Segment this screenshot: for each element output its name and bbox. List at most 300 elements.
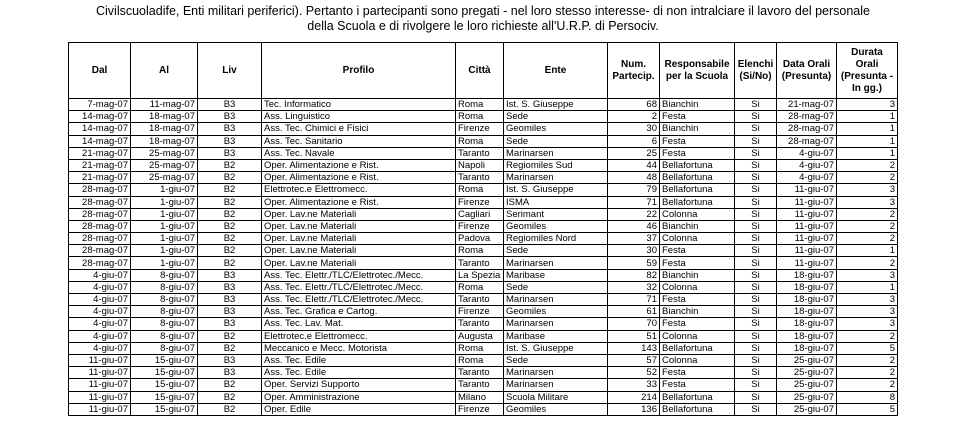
- cell-num-partecip: 30: [608, 123, 660, 135]
- cell-dal: 11-giu-07: [69, 367, 131, 379]
- cell-responsabile: Bellafortuna: [660, 391, 735, 403]
- cell-liv: B2: [198, 330, 262, 342]
- cell-ente: Marinarsen: [504, 172, 608, 184]
- cell-data-orali: 18-giu-07: [777, 281, 837, 293]
- table-row: [69, 220, 898, 232]
- header-elenchi: Elenchi (Si/No): [735, 43, 777, 99]
- cell-durata-orali: 3: [837, 196, 898, 208]
- cell-num-partecip: 61: [608, 306, 660, 318]
- table-row: [69, 99, 898, 111]
- cell-profilo: Oper. Lav.ne Materiali: [262, 233, 456, 245]
- cell-num-partecip: 59: [608, 257, 660, 269]
- table-row: [69, 306, 898, 318]
- cell-al: 11-mag-07: [131, 99, 198, 111]
- cell-profilo: Oper. Lav.ne Materiali: [262, 257, 456, 269]
- cell-num-partecip: 25: [608, 147, 660, 159]
- cell-liv: B2: [198, 208, 262, 220]
- cell-data-orali: 18-giu-07: [777, 306, 837, 318]
- cell-durata-orali: 3: [837, 294, 898, 306]
- intro-line-2: della Scuola e di rivolgere le loro richieste all'U.R.P. di Persociv.: [307, 19, 659, 33]
- cell-profilo: Oper. Alimentazione e Rist.: [262, 159, 456, 171]
- cell-durata-orali: 2: [837, 367, 898, 379]
- cell-durata-orali: 2: [837, 330, 898, 342]
- cell-citta: Firenze: [456, 220, 504, 232]
- cell-profilo: Tec. Informatico: [262, 99, 456, 111]
- cell-liv: B2: [198, 172, 262, 184]
- cell-dal: 14-mag-07: [69, 111, 131, 123]
- cell-citta: Taranto: [456, 367, 504, 379]
- table-row: [69, 123, 898, 135]
- cell-liv: B3: [198, 111, 262, 123]
- cell-responsabile: Bellafortuna: [660, 342, 735, 354]
- cell-dal: 4-giu-07: [69, 269, 131, 281]
- cell-al: 25-mag-07: [131, 159, 198, 171]
- cell-durata-orali: 3: [837, 99, 898, 111]
- cell-elenchi: Si: [735, 403, 777, 415]
- cell-elenchi: Si: [735, 318, 777, 330]
- cell-elenchi: Si: [735, 330, 777, 342]
- cell-dal: 14-mag-07: [69, 135, 131, 147]
- cell-durata-orali: 3: [837, 184, 898, 196]
- cell-data-orali: 28-mag-07: [777, 135, 837, 147]
- cell-liv: B3: [198, 294, 262, 306]
- cell-num-partecip: 2: [608, 111, 660, 123]
- header-liv: Liv: [198, 43, 262, 99]
- header-num-partecip: Num. Partecip.: [608, 43, 660, 99]
- cell-ente: Serimant: [504, 208, 608, 220]
- cell-durata-orali: 2: [837, 233, 898, 245]
- table-row: [69, 403, 898, 415]
- cell-al: 18-mag-07: [131, 111, 198, 123]
- intro-text: [0, 4, 966, 34]
- cell-durata-orali: 1: [837, 135, 898, 147]
- cell-responsabile: Colonna: [660, 233, 735, 245]
- cell-al: 8-giu-07: [131, 330, 198, 342]
- cell-ente: Maribase: [504, 330, 608, 342]
- cell-ente: Sede: [504, 354, 608, 366]
- cell-elenchi: Si: [735, 159, 777, 171]
- cell-dal: 28-mag-07: [69, 257, 131, 269]
- cell-profilo: Ass. Tec. Navale: [262, 147, 456, 159]
- cell-al: 15-giu-07: [131, 379, 198, 391]
- cell-durata-orali: 5: [837, 403, 898, 415]
- table-row: [69, 172, 898, 184]
- cell-data-orali: 18-giu-07: [777, 330, 837, 342]
- cell-al: 15-giu-07: [131, 354, 198, 366]
- cell-durata-orali: 8: [837, 391, 898, 403]
- cell-ente: Regiomiles Sud: [504, 159, 608, 171]
- table-row: [69, 367, 898, 379]
- cell-al: 15-giu-07: [131, 403, 198, 415]
- cell-responsabile: Festa: [660, 245, 735, 257]
- cell-liv: B3: [198, 367, 262, 379]
- cell-citta: Roma: [456, 342, 504, 354]
- cell-elenchi: Si: [735, 184, 777, 196]
- intro-line-1: Civilscuoladife, Enti militari periferici). Pertanto i partecipanti sono pregati - nel loro stesso interesse- di non intralciare il lavoro del personale: [96, 4, 870, 18]
- cell-responsabile: Colonna: [660, 208, 735, 220]
- cell-citta: Roma: [456, 111, 504, 123]
- cell-durata-orali: 1: [837, 281, 898, 293]
- cell-citta: Taranto: [456, 147, 504, 159]
- cell-profilo: Ass. Tec. Sanitario: [262, 135, 456, 147]
- cell-elenchi: Si: [735, 281, 777, 293]
- cell-ente: Sede: [504, 135, 608, 147]
- cell-al: 1-giu-07: [131, 220, 198, 232]
- cell-data-orali: 18-giu-07: [777, 318, 837, 330]
- cell-data-orali: 11-giu-07: [777, 184, 837, 196]
- cell-data-orali: 11-giu-07: [777, 196, 837, 208]
- cell-num-partecip: 44: [608, 159, 660, 171]
- cell-num-partecip: 32: [608, 281, 660, 293]
- cell-ente: Geomiles: [504, 123, 608, 135]
- cell-profilo: Oper. Lav.ne Materiali: [262, 245, 456, 257]
- cell-liv: B2: [198, 379, 262, 391]
- cell-citta: Roma: [456, 354, 504, 366]
- cell-responsabile: Festa: [660, 318, 735, 330]
- table-row: [69, 257, 898, 269]
- cell-dal: 28-mag-07: [69, 220, 131, 232]
- cell-elenchi: Si: [735, 342, 777, 354]
- cell-liv: B3: [198, 135, 262, 147]
- header-dal: Dal: [69, 43, 131, 99]
- cell-al: 18-mag-07: [131, 123, 198, 135]
- cell-profilo: Oper. Lav.ne Materiali: [262, 220, 456, 232]
- header-data-orali: Data Orali (Presunta): [777, 43, 837, 99]
- cell-num-partecip: 48: [608, 172, 660, 184]
- cell-num-partecip: 37: [608, 233, 660, 245]
- table-row: [69, 135, 898, 147]
- cell-responsabile: Colonna: [660, 330, 735, 342]
- cell-al: 8-giu-07: [131, 318, 198, 330]
- cell-profilo: Oper. Alimentazione e Rist.: [262, 196, 456, 208]
- cell-num-partecip: 6: [608, 135, 660, 147]
- cell-elenchi: Si: [735, 196, 777, 208]
- cell-durata-orali: 1: [837, 123, 898, 135]
- cell-dal: 11-giu-07: [69, 379, 131, 391]
- cell-al: 1-giu-07: [131, 196, 198, 208]
- cell-num-partecip: 143: [608, 342, 660, 354]
- cell-citta: Roma: [456, 281, 504, 293]
- cell-ente: ISMA: [504, 196, 608, 208]
- cell-citta: Taranto: [456, 257, 504, 269]
- cell-ente: Geomiles: [504, 306, 608, 318]
- cell-data-orali: 25-giu-07: [777, 354, 837, 366]
- cell-num-partecip: 70: [608, 318, 660, 330]
- cell-durata-orali: 2: [837, 159, 898, 171]
- cell-dal: 4-giu-07: [69, 294, 131, 306]
- cell-elenchi: Si: [735, 257, 777, 269]
- cell-elenchi: Si: [735, 220, 777, 232]
- cell-dal: 11-giu-07: [69, 354, 131, 366]
- cell-al: 1-giu-07: [131, 184, 198, 196]
- cell-profilo: Oper. Servizi Supporto: [262, 379, 456, 391]
- cell-responsabile: Bianchin: [660, 269, 735, 281]
- cell-num-partecip: 71: [608, 196, 660, 208]
- table-row: [69, 147, 898, 159]
- cell-al: 15-giu-07: [131, 391, 198, 403]
- cell-citta: Napoli: [456, 159, 504, 171]
- cell-data-orali: 4-giu-07: [777, 147, 837, 159]
- cell-citta: Firenze: [456, 196, 504, 208]
- cell-citta: Cagliari: [456, 208, 504, 220]
- cell-liv: B2: [198, 391, 262, 403]
- cell-al: 1-giu-07: [131, 233, 198, 245]
- cell-dal: 7-mag-07: [69, 99, 131, 111]
- cell-responsabile: Festa: [660, 379, 735, 391]
- cell-data-orali: 25-giu-07: [777, 367, 837, 379]
- cell-liv: B2: [198, 184, 262, 196]
- cell-profilo: Elettrotec.e Elettromecc.: [262, 184, 456, 196]
- cell-data-orali: 21-mag-07: [777, 99, 837, 111]
- cell-ente: Marinarsen: [504, 367, 608, 379]
- cell-liv: B2: [198, 342, 262, 354]
- cell-durata-orali: 2: [837, 220, 898, 232]
- cell-num-partecip: 22: [608, 208, 660, 220]
- cell-ente: Marinarsen: [504, 379, 608, 391]
- cell-elenchi: Si: [735, 367, 777, 379]
- cell-durata-orali: 5: [837, 342, 898, 354]
- cell-ente: Ist. S. Giuseppe: [504, 342, 608, 354]
- header-profilo: Profilo: [262, 43, 456, 99]
- cell-ente: Geomiles: [504, 403, 608, 415]
- table-body: [69, 99, 898, 416]
- table-row: [69, 281, 898, 293]
- cell-durata-orali: 3: [837, 269, 898, 281]
- cell-elenchi: Si: [735, 354, 777, 366]
- cell-profilo: Ass. Tec. Grafica e Cartog.: [262, 306, 456, 318]
- cell-dal: 28-mag-07: [69, 196, 131, 208]
- cell-durata-orali: 1: [837, 245, 898, 257]
- cell-dal: 21-mag-07: [69, 147, 131, 159]
- cell-profilo: Ass. Tec. Edile: [262, 367, 456, 379]
- cell-responsabile: Bellafortuna: [660, 403, 735, 415]
- cell-data-orali: 28-mag-07: [777, 111, 837, 123]
- cell-num-partecip: 136: [608, 403, 660, 415]
- cell-al: 25-mag-07: [131, 147, 198, 159]
- cell-profilo: Oper. Lav.ne Materiali: [262, 208, 456, 220]
- cell-durata-orali: 3: [837, 306, 898, 318]
- cell-al: 1-giu-07: [131, 245, 198, 257]
- table-row: [69, 269, 898, 281]
- cell-responsabile: Bellafortuna: [660, 159, 735, 171]
- cell-citta: Firenze: [456, 123, 504, 135]
- cell-num-partecip: 82: [608, 269, 660, 281]
- cell-al: 8-giu-07: [131, 342, 198, 354]
- cell-elenchi: Si: [735, 379, 777, 391]
- cell-responsabile: Colonna: [660, 354, 735, 366]
- cell-citta: Milano: [456, 391, 504, 403]
- table-header-row: [69, 43, 898, 99]
- cell-liv: B2: [198, 257, 262, 269]
- cell-data-orali: 11-giu-07: [777, 245, 837, 257]
- cell-data-orali: 4-giu-07: [777, 159, 837, 171]
- table-row: [69, 354, 898, 366]
- cell-elenchi: Si: [735, 245, 777, 257]
- cell-al: 8-giu-07: [131, 281, 198, 293]
- cell-ente: Ist. S. Giuseppe: [504, 99, 608, 111]
- cell-num-partecip: 46: [608, 220, 660, 232]
- table-row: [69, 294, 898, 306]
- schedule-table: [68, 42, 898, 416]
- cell-al: 8-giu-07: [131, 269, 198, 281]
- cell-liv: B3: [198, 147, 262, 159]
- cell-responsabile: Bianchin: [660, 306, 735, 318]
- cell-data-orali: 11-giu-07: [777, 257, 837, 269]
- cell-profilo: Oper. Alimentazione e Rist.: [262, 172, 456, 184]
- cell-responsabile: Colonna: [660, 281, 735, 293]
- cell-responsabile: Festa: [660, 147, 735, 159]
- cell-profilo: Ass. Tec. Edile: [262, 354, 456, 366]
- cell-durata-orali: 2: [837, 257, 898, 269]
- cell-elenchi: Si: [735, 172, 777, 184]
- cell-dal: 4-giu-07: [69, 342, 131, 354]
- cell-citta: Taranto: [456, 294, 504, 306]
- cell-responsabile: Bianchin: [660, 123, 735, 135]
- cell-al: 15-giu-07: [131, 367, 198, 379]
- table-row: [69, 318, 898, 330]
- cell-liv: B3: [198, 269, 262, 281]
- cell-al: 1-giu-07: [131, 257, 198, 269]
- cell-num-partecip: 57: [608, 354, 660, 366]
- cell-liv: B3: [198, 123, 262, 135]
- cell-ente: Maribase: [504, 269, 608, 281]
- cell-liv: B2: [198, 233, 262, 245]
- cell-durata-orali: 1: [837, 147, 898, 159]
- cell-profilo: Ass. Tec. Lav. Mat.: [262, 318, 456, 330]
- cell-durata-orali: 2: [837, 208, 898, 220]
- cell-profilo: Elettrotec.e Elettromecc.: [262, 330, 456, 342]
- cell-elenchi: Si: [735, 147, 777, 159]
- cell-dal: 4-giu-07: [69, 318, 131, 330]
- cell-citta: Taranto: [456, 172, 504, 184]
- header-al: Al: [131, 43, 198, 99]
- cell-num-partecip: 214: [608, 391, 660, 403]
- cell-ente: Marinarsen: [504, 294, 608, 306]
- cell-durata-orali: 2: [837, 379, 898, 391]
- table-row: [69, 208, 898, 220]
- cell-num-partecip: 79: [608, 184, 660, 196]
- cell-elenchi: Si: [735, 391, 777, 403]
- cell-liv: B3: [198, 306, 262, 318]
- cell-responsabile: Festa: [660, 367, 735, 379]
- cell-citta: Firenze: [456, 306, 504, 318]
- cell-dal: 11-giu-07: [69, 391, 131, 403]
- table-row: [69, 391, 898, 403]
- cell-dal: 4-giu-07: [69, 281, 131, 293]
- cell-liv: B2: [198, 220, 262, 232]
- header-citta: Città: [456, 43, 504, 99]
- cell-elenchi: Si: [735, 99, 777, 111]
- cell-citta: Roma: [456, 135, 504, 147]
- cell-elenchi: Si: [735, 135, 777, 147]
- cell-dal: 28-mag-07: [69, 233, 131, 245]
- cell-ente: Scuola Militare: [504, 391, 608, 403]
- cell-al: 8-giu-07: [131, 294, 198, 306]
- cell-responsabile: Festa: [660, 111, 735, 123]
- table-row: [69, 379, 898, 391]
- cell-ente: Sede: [504, 245, 608, 257]
- cell-dal: 21-mag-07: [69, 172, 131, 184]
- table-row: [69, 196, 898, 208]
- cell-durata-orali: 2: [837, 354, 898, 366]
- cell-data-orali: 4-giu-07: [777, 172, 837, 184]
- cell-ente: Geomiles: [504, 220, 608, 232]
- cell-num-partecip: 30: [608, 245, 660, 257]
- table-row: [69, 159, 898, 171]
- header-ente: Ente: [504, 43, 608, 99]
- cell-al: 18-mag-07: [131, 135, 198, 147]
- cell-ente: Sede: [504, 281, 608, 293]
- cell-citta: Roma: [456, 99, 504, 111]
- cell-data-orali: 25-giu-07: [777, 391, 837, 403]
- cell-ente: Marinarsen: [504, 257, 608, 269]
- cell-data-orali: 18-giu-07: [777, 342, 837, 354]
- cell-durata-orali: 2: [837, 172, 898, 184]
- cell-num-partecip: 51: [608, 330, 660, 342]
- cell-durata-orali: 3: [837, 318, 898, 330]
- cell-responsabile: Bianchin: [660, 220, 735, 232]
- cell-ente: Sede: [504, 111, 608, 123]
- cell-data-orali: 18-giu-07: [777, 269, 837, 281]
- cell-dal: 21-mag-07: [69, 159, 131, 171]
- cell-elenchi: Si: [735, 306, 777, 318]
- cell-responsabile: Festa: [660, 135, 735, 147]
- cell-num-partecip: 71: [608, 294, 660, 306]
- cell-profilo: Ass. Tec. Elettr./TLC/Elettrotec./Mecc.: [262, 269, 456, 281]
- cell-responsabile: Bianchin: [660, 99, 735, 111]
- table-row: [69, 111, 898, 123]
- cell-profilo: Ass. Linguistico: [262, 111, 456, 123]
- header-responsabile: Responsabile per la Scuola: [660, 43, 735, 99]
- cell-num-partecip: 52: [608, 367, 660, 379]
- cell-ente: Regiomiles Nord: [504, 233, 608, 245]
- cell-data-orali: 11-giu-07: [777, 233, 837, 245]
- cell-elenchi: Si: [735, 208, 777, 220]
- cell-liv: B2: [198, 245, 262, 257]
- cell-data-orali: 11-giu-07: [777, 208, 837, 220]
- cell-liv: B2: [198, 196, 262, 208]
- cell-dal: 4-giu-07: [69, 306, 131, 318]
- cell-liv: B2: [198, 403, 262, 415]
- cell-dal: 28-mag-07: [69, 245, 131, 257]
- cell-dal: 28-mag-07: [69, 208, 131, 220]
- cell-profilo: Ass. Tec. Elettr./TLC/Elettrotec./Mecc.: [262, 281, 456, 293]
- cell-elenchi: Si: [735, 233, 777, 245]
- cell-profilo: Oper. Amministrazione: [262, 391, 456, 403]
- cell-num-partecip: 68: [608, 99, 660, 111]
- cell-dal: 14-mag-07: [69, 123, 131, 135]
- cell-elenchi: Si: [735, 294, 777, 306]
- cell-responsabile: Bellafortuna: [660, 196, 735, 208]
- table-row: [69, 184, 898, 196]
- cell-citta: Taranto: [456, 318, 504, 330]
- cell-num-partecip: 33: [608, 379, 660, 391]
- table-row: [69, 233, 898, 245]
- cell-data-orali: 18-giu-07: [777, 294, 837, 306]
- cell-citta: La Spezia: [456, 269, 504, 281]
- cell-profilo: Meccanico e Mecc. Motorista: [262, 342, 456, 354]
- cell-data-orali: 25-giu-07: [777, 379, 837, 391]
- cell-elenchi: Si: [735, 123, 777, 135]
- cell-liv: B3: [198, 354, 262, 366]
- cell-liv: B3: [198, 99, 262, 111]
- cell-durata-orali: 1: [837, 111, 898, 123]
- cell-responsabile: Festa: [660, 257, 735, 269]
- cell-citta: Padova: [456, 233, 504, 245]
- header-durata-orali: Durata Orali (Presunta - In gg.): [837, 43, 898, 99]
- cell-profilo: Oper. Edile: [262, 403, 456, 415]
- cell-ente: Ist. S. Giuseppe: [504, 184, 608, 196]
